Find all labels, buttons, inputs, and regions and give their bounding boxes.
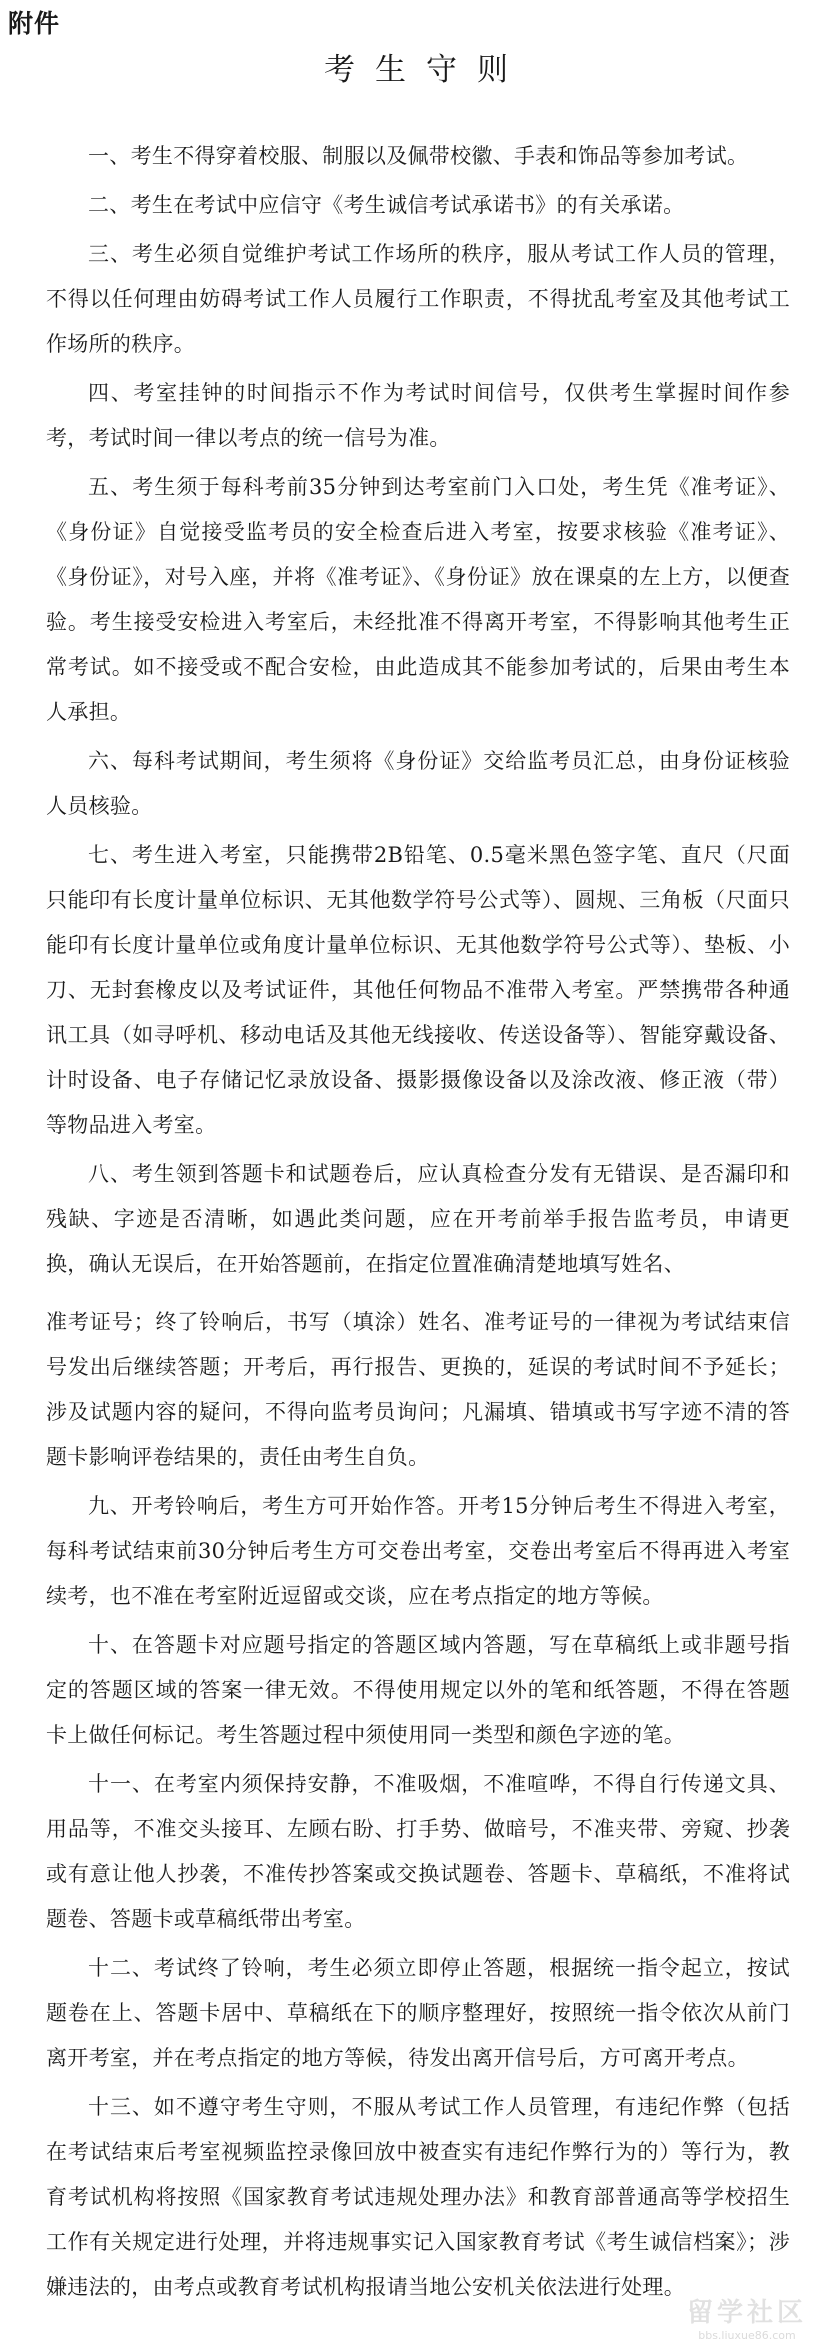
watermark (672, 2292, 822, 2342)
rule-paragraph-6: 六、每科考试期间，考生须将《身份证》交给监考员汇总，由身份证核验人员核验。 (46, 749, 790, 818)
rule-paragraph-8-continued: 准考证号；终了铃响后，书写（填涂）姓名、准考证号的一律视为考试结束信号发出后继续答题；开考后，再行报告、更换的，延误的考试时间不予延长；涉及试题内容的疑问，不得向监考员询问；凡漏填、错填或书写字迹不清的答题卡影响评卷结果的，责任由考生自负。 (46, 1310, 790, 1469)
rule-paragraph-10: 十、在答题卡对应题号指定的答题区域内答题，写在草稿纸上或非题号指定的答题区域的答案一律无效。不得使用规定以外的笔和纸答题，不得在答题卡上做任何标记。考生答题过程中须使用同一类型和颜色字迹的笔。 (46, 1633, 790, 1747)
rule-paragraph-11: 十一、在考室内须保持安静，不准吸烟，不准喧哗，不得自行传递文具、用品等，不准交头接耳、左顾右盼、打手势、做暗号，不准夹带、旁窥、抄袭或有意让他人抄袭，不准传抄答案或交换试题卷、答题卡、草稿纸，不准将试题卷、答题卡或草稿纸带出考室。 (46, 1772, 790, 1931)
rule-paragraph-13: 十三、如不遵守考生守则，不服从考试工作人员管理，有违纪作弊（包括在考试结束后考室视频监控录像回放中被查实有违纪作弊行为的）等行为，教育考试机构将按照《国家教育考试违规处理办法》和教育部普通高等学校招生工作有关规定进行处理，并将违规事实记入国家教育考试《考生诚信档案》；涉嫌违法的，由考点或教育考试机构报请当地公安机关依法进行处理。 (46, 2095, 790, 2299)
rules-page-2 (46, 1300, 790, 2314)
rule-paragraph-1: 一、考生不得穿着校服、制服以及佩带校徽、手表和饰品等参加考试。 (88, 144, 749, 168)
rule-paragraph-2: 二、考生在考试中应信守《考生诚信考试承诺书》的有关承诺。 (88, 193, 685, 217)
rule-paragraph-7: 七、考生进入考室，只能携带2B铅笔、0.5毫米黑色签字笔、直尺（尺面只能印有长度计量单位标识、无其他数学符号公式等）、圆规、三角板（尺面只能印有长度计量单位或角度计量单位标识、无其他数学符号公式等）、垫板、小刀、无封套橡皮以及考试证件，其他任何物品不准带入考室。严禁携带各种通讯工具（如寻呼机、移动电话及其他无线接收、传送设备等）、智能穿戴设备、计时设备、电子存储记忆录放设备、摄影摄像设备以及涂改液、修正液（带）等物品进入考室。 (46, 843, 790, 1137)
rule-paragraph-5: 五、考生须于每科考前35分钟到达考室前门入口处，考生凭《准考证》、《身份证》自觉接受监考员的安全检查后进入考室，按要求核验《准考证》、《身份证》，对号入座，并将《准考证》、《身份证》放在课桌的左上方，以便查验。考生接受安检进入考室后，未经批准不得离开考室，不得影响其他考生正常考试。如不接受或不配合安检，由此造成其不能参加考试的，后果由考生本人承担。 (46, 475, 790, 724)
watermark-url: bbs.liuxue86.com (698, 2329, 796, 2342)
rule-paragraph-4: 四、考室挂钟的时间指示不作为考试时间信号，仅供考生掌握时间作参考，考试时间一律以考点的统一信号为准。 (46, 381, 790, 450)
rule-paragraph-3: 三、考生必须自觉维护考试工作场所的秩序，服从考试工作人员的管理，不得以任何理由妨碍考试工作人员履行工作职责，不得扰乱考室及其他考试工作场所的秩序。 (46, 242, 790, 356)
rules-page-1 (46, 134, 790, 1291)
document-title: 考生守则 (324, 52, 528, 88)
watermark-logo: 留学社区 (686, 2298, 807, 2328)
rule-paragraph-8: 八、考生领到答题卡和试题卷后，应认真检查分发有无错误、是否漏印和残缺、字迹是否清晰，如遇此类问题，应在开考前举手报告监考员，申请更换，确认无误后，在开始答题前，在指定位置准确清楚地填写姓名、 (46, 1162, 790, 1276)
rule-paragraph-12: 十二、考试终了铃响，考生必须立即停止答题，根据统一指令起立，按试题卷在上、答题卡居中、草稿纸在下的顺序整理好，按照统一指令依次从前门离开考室，并在考点指定的地方等候，待发出离开信号后，方可离开考点。 (46, 1956, 790, 2070)
attachment-label: 附件 (8, 9, 61, 38)
rule-paragraph-9: 九、开考铃响后，考生方可开始作答。开考15分钟后考生不得进入考室，每科考试结束前30分钟后考生方可交卷出考室，交卷出考室后不得再进入考室续考，也不准在考室附近逗留或交谈，应在考点指定的地方等候。 (46, 1494, 790, 1608)
